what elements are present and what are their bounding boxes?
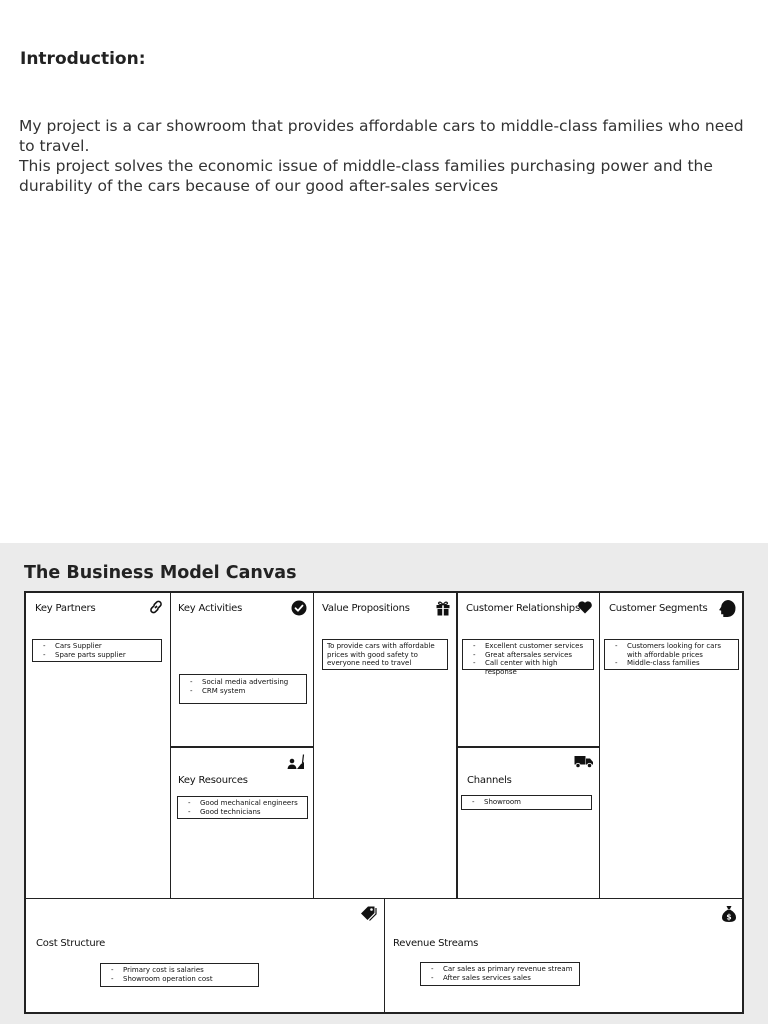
list-item: - Excellent customer services	[467, 642, 589, 651]
value-propositions-title: Value Propositions	[322, 603, 410, 614]
customer-relationships-block	[456, 593, 599, 746]
intro-heading: Introduction:	[20, 49, 146, 69]
intro-paragraph: My project is a car showroom that provides affordable cars to middle-class families who need to travel.	[19, 117, 744, 155]
list-item: - Primary cost is salaries	[105, 966, 254, 975]
channels-block	[456, 746, 599, 898]
link-icon	[148, 599, 164, 615]
intro-paragraph: This project solves the economic issue of middle-class families purchasing power and the durability of the cars because of our good after-sales services	[19, 157, 713, 195]
list-item: - Call center with high response	[467, 659, 589, 676]
list-item: - Social media advertising	[184, 678, 302, 687]
list-item: - Cars Supplier	[37, 642, 157, 651]
business-model-canvas	[24, 591, 744, 1014]
value-propositions-text: To provide cars with affordable prices with good safety to everyone need to travel	[327, 642, 435, 667]
list-item: - Great aftersales services	[467, 651, 589, 660]
canvas-title: The Business Model Canvas	[24, 563, 297, 583]
cost-structure-block	[26, 898, 384, 1012]
business-model-canvas-section	[0, 543, 768, 1024]
check-circle-icon	[291, 600, 307, 616]
list-item: - After sales services sales	[425, 974, 575, 983]
key-resources-title: Key Resources	[178, 775, 248, 786]
customer-segments-note	[604, 639, 739, 670]
key-activities-note	[179, 674, 307, 704]
revenue-streams-note	[420, 962, 580, 986]
list-item: - Showroom operation cost	[105, 975, 254, 984]
value-propositions-block	[313, 593, 456, 898]
key-resources-block	[170, 746, 313, 898]
key-resources-note	[177, 796, 308, 819]
intro-body	[19, 116, 749, 196]
gift-icon	[435, 600, 451, 616]
list-item: - Car sales as primary revenue stream	[425, 965, 575, 974]
value-propositions-note	[322, 639, 448, 670]
revenue-streams-block	[384, 898, 742, 1012]
tags-icon	[361, 905, 377, 921]
customer-segments-block	[599, 593, 742, 898]
list-item: - Spare parts supplier	[37, 651, 157, 660]
revenue-streams-title: Revenue Streams	[393, 938, 479, 949]
cost-structure-note	[100, 963, 259, 987]
worker-icon	[287, 754, 305, 770]
svg-text:$: $	[726, 912, 732, 922]
key-partners-title: Key Partners	[35, 603, 96, 614]
list-item: - Customers looking for cars with affordable prices	[609, 642, 734, 659]
truck-icon	[574, 753, 594, 769]
customer-segments-title: Customer Segments	[609, 603, 708, 614]
list-item: - Good mechanical engineers	[182, 799, 303, 808]
head-icon	[718, 599, 737, 618]
channels-note	[461, 795, 592, 810]
list-item: - Middle-class families	[609, 659, 734, 668]
heart-icon	[577, 599, 593, 615]
channels-title: Channels	[467, 775, 512, 786]
cost-structure-title: Cost Structure	[36, 938, 106, 949]
key-partners-block	[26, 593, 170, 898]
customer-relationships-title: Customer Relationships	[466, 603, 580, 614]
customer-relationships-note	[462, 639, 594, 676]
list-item: - Showroom	[466, 798, 587, 807]
list-item: - Good technicians	[182, 808, 303, 817]
key-activities-title: Key Activities	[178, 603, 243, 614]
money-bag-icon	[721, 905, 737, 923]
key-activities-block	[170, 593, 313, 746]
key-partners-note	[32, 639, 162, 662]
list-item: - CRM system	[184, 687, 302, 696]
